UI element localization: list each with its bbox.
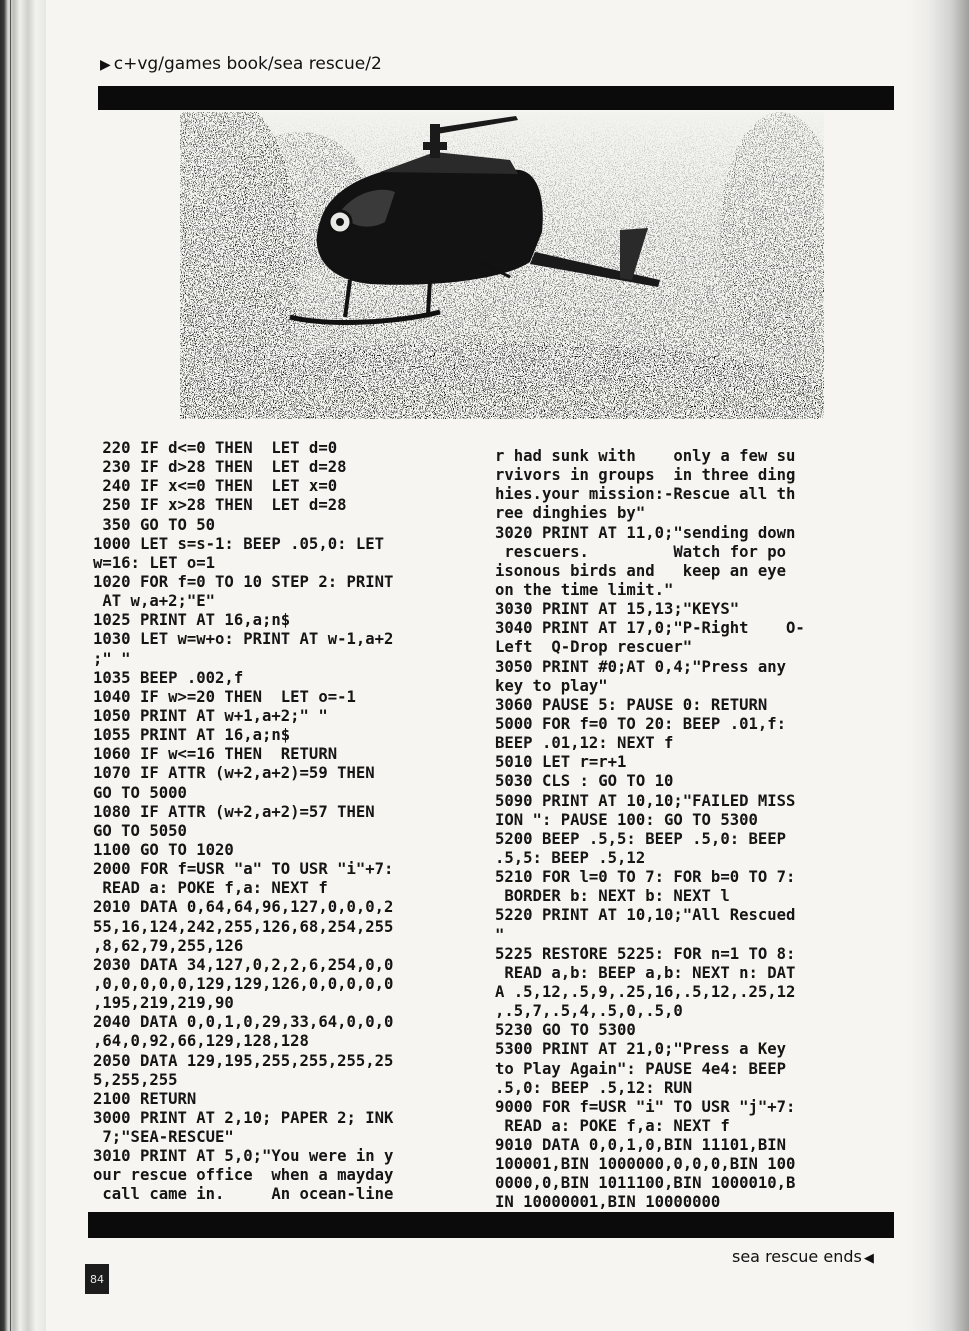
footer-label: sea rescue ends	[732, 1247, 862, 1266]
code-line: ,64,0,92,66,129,128,128	[93, 1032, 309, 1051]
code-line: 5010 LET r=r+1	[495, 753, 627, 772]
code-line: isonous birds and keep an eye	[495, 561, 787, 580]
code-line: on the time limit."	[495, 580, 674, 599]
code-line: ,8,62,79,255,126	[93, 936, 244, 955]
code-line: 220 IF d<=0 THEN LET d=0	[93, 439, 338, 457]
code-line: Left Q-Drop rescuer"	[495, 638, 693, 657]
code-line: BORDER b: NEXT b: NEXT l	[495, 887, 730, 906]
code-line: GO TO 5050	[93, 821, 187, 840]
code-line: IN 10000001,BIN 10000000	[495, 1193, 721, 1212]
code-line: 2040 DATA 0,0,1,0,29,33,64,0,0,0	[93, 1013, 394, 1032]
code-line: 3050 PRINT #0;AT 0,4;"Press any	[495, 657, 787, 676]
code-line: 100001,BIN 1000000,0,0,0,BIN 100	[495, 1155, 796, 1174]
code-line: 1060 IF w<=16 THEN RETURN	[93, 745, 338, 764]
code-listing-left	[93, 439, 393, 1205]
code-line: rvivors in groups in three ding	[495, 466, 796, 485]
code-line: 3020 PRINT AT 11,0;"sending down	[495, 523, 796, 542]
helicopter-image	[180, 112, 824, 419]
page-edge-shadow	[907, 0, 969, 1331]
code-line: 240 IF x<=0 THEN LET x=0	[93, 477, 338, 496]
code-line: 2030 DATA 34,127,0,2,2,6,254,0,0	[93, 955, 394, 974]
code-line: 5220 PRINT AT 10,10;"All Rescued	[495, 906, 796, 925]
code-line: ,195,219,219,90	[93, 994, 234, 1013]
code-line: ree dinghies by"	[495, 504, 646, 523]
code-line: .5,5: BEEP .5,12	[495, 848, 646, 867]
code-line: 55,16,124,242,255,126,68,254,255	[93, 917, 394, 936]
code-line: 5030 CLS : GO TO 10	[495, 772, 674, 791]
right-triangle-icon: ▶	[100, 57, 111, 73]
code-line: w=16: LET o=1	[93, 553, 216, 572]
code-line: 3040 PRINT AT 17,0;"P-Right O-	[495, 619, 805, 638]
code-line: 1080 IF ATTR (w+2,a+2)=57 THEN	[93, 802, 375, 821]
running-footer	[732, 1247, 874, 1266]
code-line: 1040 IF w>=20 THEN LET o=-1	[93, 687, 356, 706]
footer-rule	[88, 1212, 894, 1238]
code-line: 1100 GO TO 1020	[93, 840, 234, 859]
code-line: READ a,b: BEEP a,b: NEXT n: DAT	[495, 963, 796, 982]
code-line: 0000,0,BIN 1011100,BIN 1000010,B	[495, 1174, 796, 1193]
page-number: 84	[85, 1264, 109, 1294]
code-line: 9000 FOR f=USR "i" TO USR "j"+7:	[495, 1097, 796, 1116]
code-line: "	[495, 925, 505, 944]
code-listing-right	[495, 447, 805, 1213]
code-line: 5200 BEEP .5,5: BEEP .5,0: BEEP	[495, 829, 787, 848]
left-triangle-icon: ◀	[863, 1251, 874, 1266]
code-line: to Play Again": PAUSE 4e4: BEEP	[495, 1059, 787, 1078]
running-header	[100, 54, 382, 74]
code-line: 3010 PRINT AT 5,0;"You were in y	[93, 1147, 394, 1166]
book-spine	[0, 0, 46, 1331]
code-line: ION ": PAUSE 100: GO TO 5300	[495, 810, 758, 829]
code-line: READ a: POKE f,a: NEXT f	[93, 879, 328, 898]
code-line: ;" "	[93, 649, 131, 668]
code-line: 5230 GO TO 5300	[495, 1021, 636, 1040]
header-rule	[98, 86, 894, 110]
code-line: 230 IF d>28 THEN LET d=28	[93, 458, 347, 477]
code-line: 1055 PRINT AT 16,a;n$	[93, 726, 291, 745]
code-line: 1025 PRINT AT 16,a;n$	[93, 611, 291, 630]
helicopter-photo	[180, 112, 824, 419]
code-line: 250 IF x>28 THEN LET d=28	[93, 496, 347, 515]
code-line: 1035 BEEP .002,f	[93, 668, 244, 687]
code-line: 5,255,255	[93, 1070, 178, 1089]
code-line: AT w,a+2;"E"	[93, 592, 216, 611]
code-line: rescuers. Watch for po	[495, 542, 787, 561]
code-line: call came in. An ocean-line	[93, 1185, 394, 1204]
code-line: READ a: POKE f,a: NEXT f	[495, 1116, 730, 1135]
code-line: 3000 PRINT AT 2,10; PAPER 2; INK	[93, 1108, 394, 1127]
code-line: 5000 FOR f=0 TO 20: BEEP .01,f:	[495, 714, 787, 733]
code-line: 1030 LET w=w+o: PRINT AT w-1,a+2	[93, 630, 394, 649]
code-line: 350 GO TO 50	[93, 515, 216, 534]
code-line: 5225 RESTORE 5225: FOR n=1 TO 8:	[495, 944, 796, 963]
code-line: BEEP .01,12: NEXT f	[495, 734, 674, 753]
code-line: 5090 PRINT AT 10,10;"FAILED MISS	[495, 791, 796, 810]
code-line: 2100 RETURN	[93, 1089, 197, 1108]
code-line: 3060 PAUSE 5: PAUSE 0: RETURN	[495, 695, 768, 714]
code-line: 1000 LET s=s-1: BEEP .05,0: LET	[93, 534, 385, 553]
code-line: our rescue office when a mayday	[93, 1166, 394, 1185]
code-line: 1070 IF ATTR (w+2,a+2)=59 THEN	[93, 764, 375, 783]
code-line: 3030 PRINT AT 15,13;"KEYS"	[495, 600, 740, 619]
code-line: key to play"	[495, 676, 608, 695]
code-line: 2010 DATA 0,64,64,96,127,0,0,0,2	[93, 898, 394, 917]
code-line: 9010 DATA 0,0,1,0,BIN 11101,BIN	[495, 1136, 787, 1155]
code-line: 2050 DATA 129,195,255,255,255,25	[93, 1051, 394, 1070]
code-line: 1050 PRINT AT w+1,a+2;" "	[93, 706, 328, 725]
code-line: r had sunk with only a few su	[495, 447, 796, 465]
code-line: GO TO 5000	[93, 783, 187, 802]
breadcrumb: c+vg/games book/sea rescue/2	[113, 54, 382, 74]
code-line: hies.your mission:-Rescue all th	[495, 485, 796, 504]
code-line: A .5,12,.5,9,.25,16,.5,12,.25,12	[495, 982, 796, 1001]
code-line: 7;"SEA-RESCUE"	[93, 1128, 234, 1147]
code-line: 2000 FOR f=USR "a" TO USR "i"+7:	[93, 860, 394, 879]
code-line: .5,0: BEEP .5,12: RUN	[495, 1078, 693, 1097]
code-line: 5210 FOR l=0 TO 7: FOR b=0 TO 7:	[495, 868, 796, 887]
code-line: 1020 FOR f=0 TO 10 STEP 2: PRINT	[93, 572, 394, 591]
code-line: ,.5,7,.5,4,.5,0,.5,0	[495, 1002, 683, 1021]
code-line: ,0,0,0,0,0,129,129,126,0,0,0,0,0	[93, 974, 394, 993]
code-line: 5300 PRINT AT 21,0;"Press a Key	[495, 1040, 787, 1059]
